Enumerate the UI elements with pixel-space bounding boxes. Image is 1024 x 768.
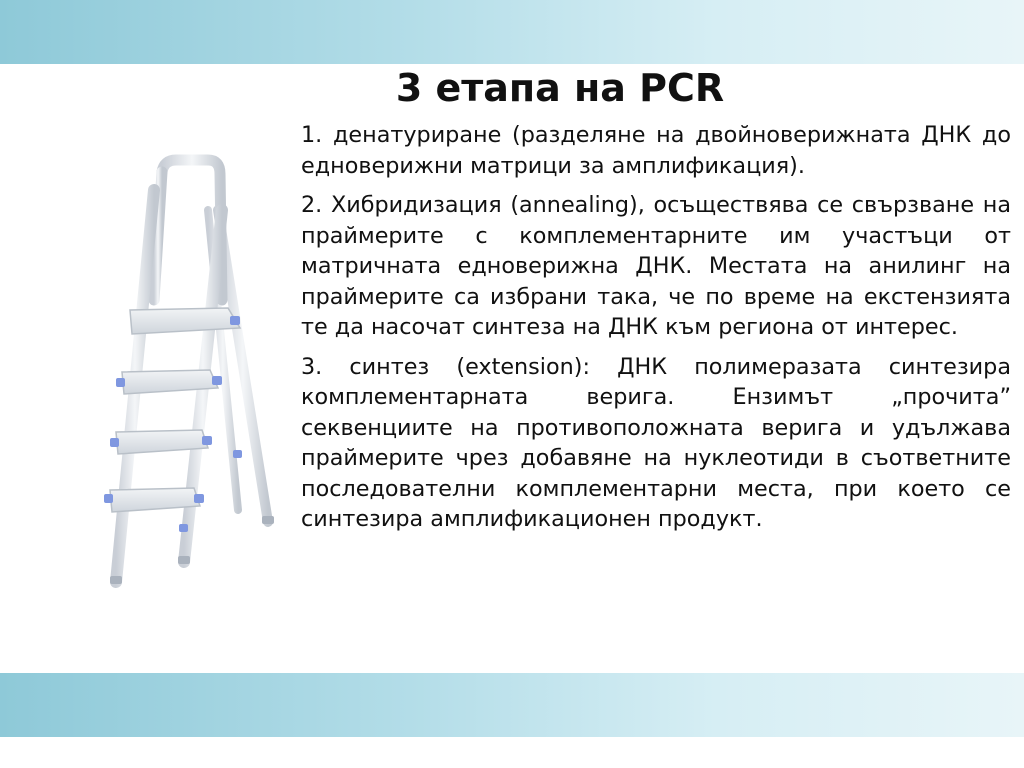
- step-3-paragraph: 3. синтез (extension): ДНК полимеразата синтезира комплементарната верига. Ензимът „прочита” секвенциите на противоположната верига и удължава праймерите чрез добавяне на нуклеотиди в съответните последователни комплементарни места, при което се синтезира амплификационен продукт.: [301, 353, 1011, 532]
- step-1-paragraph: 1. денатуриране (разделяне на двойноверижната ДНК до едноверижни матрици за амплификация).: [301, 122, 1011, 179]
- slide-body: [301, 120, 1011, 544]
- slide-title: 3 етапа на PCR: [395, 66, 725, 110]
- bottom-band: [0, 673, 1024, 737]
- top-band: [0, 0, 1024, 64]
- step-2-paragraph: 2. Хибридизация (annealing), осъществява се свързване на праймерите с комплементарните им участъци от матричната едноверижна ДНК. Местата на анилинг на праймерите са избрани така, че по време на екстензията те да насочат синтеза на ДНК към региона от интерес.: [301, 192, 1011, 340]
- step-ladder-icon: [90, 150, 280, 590]
